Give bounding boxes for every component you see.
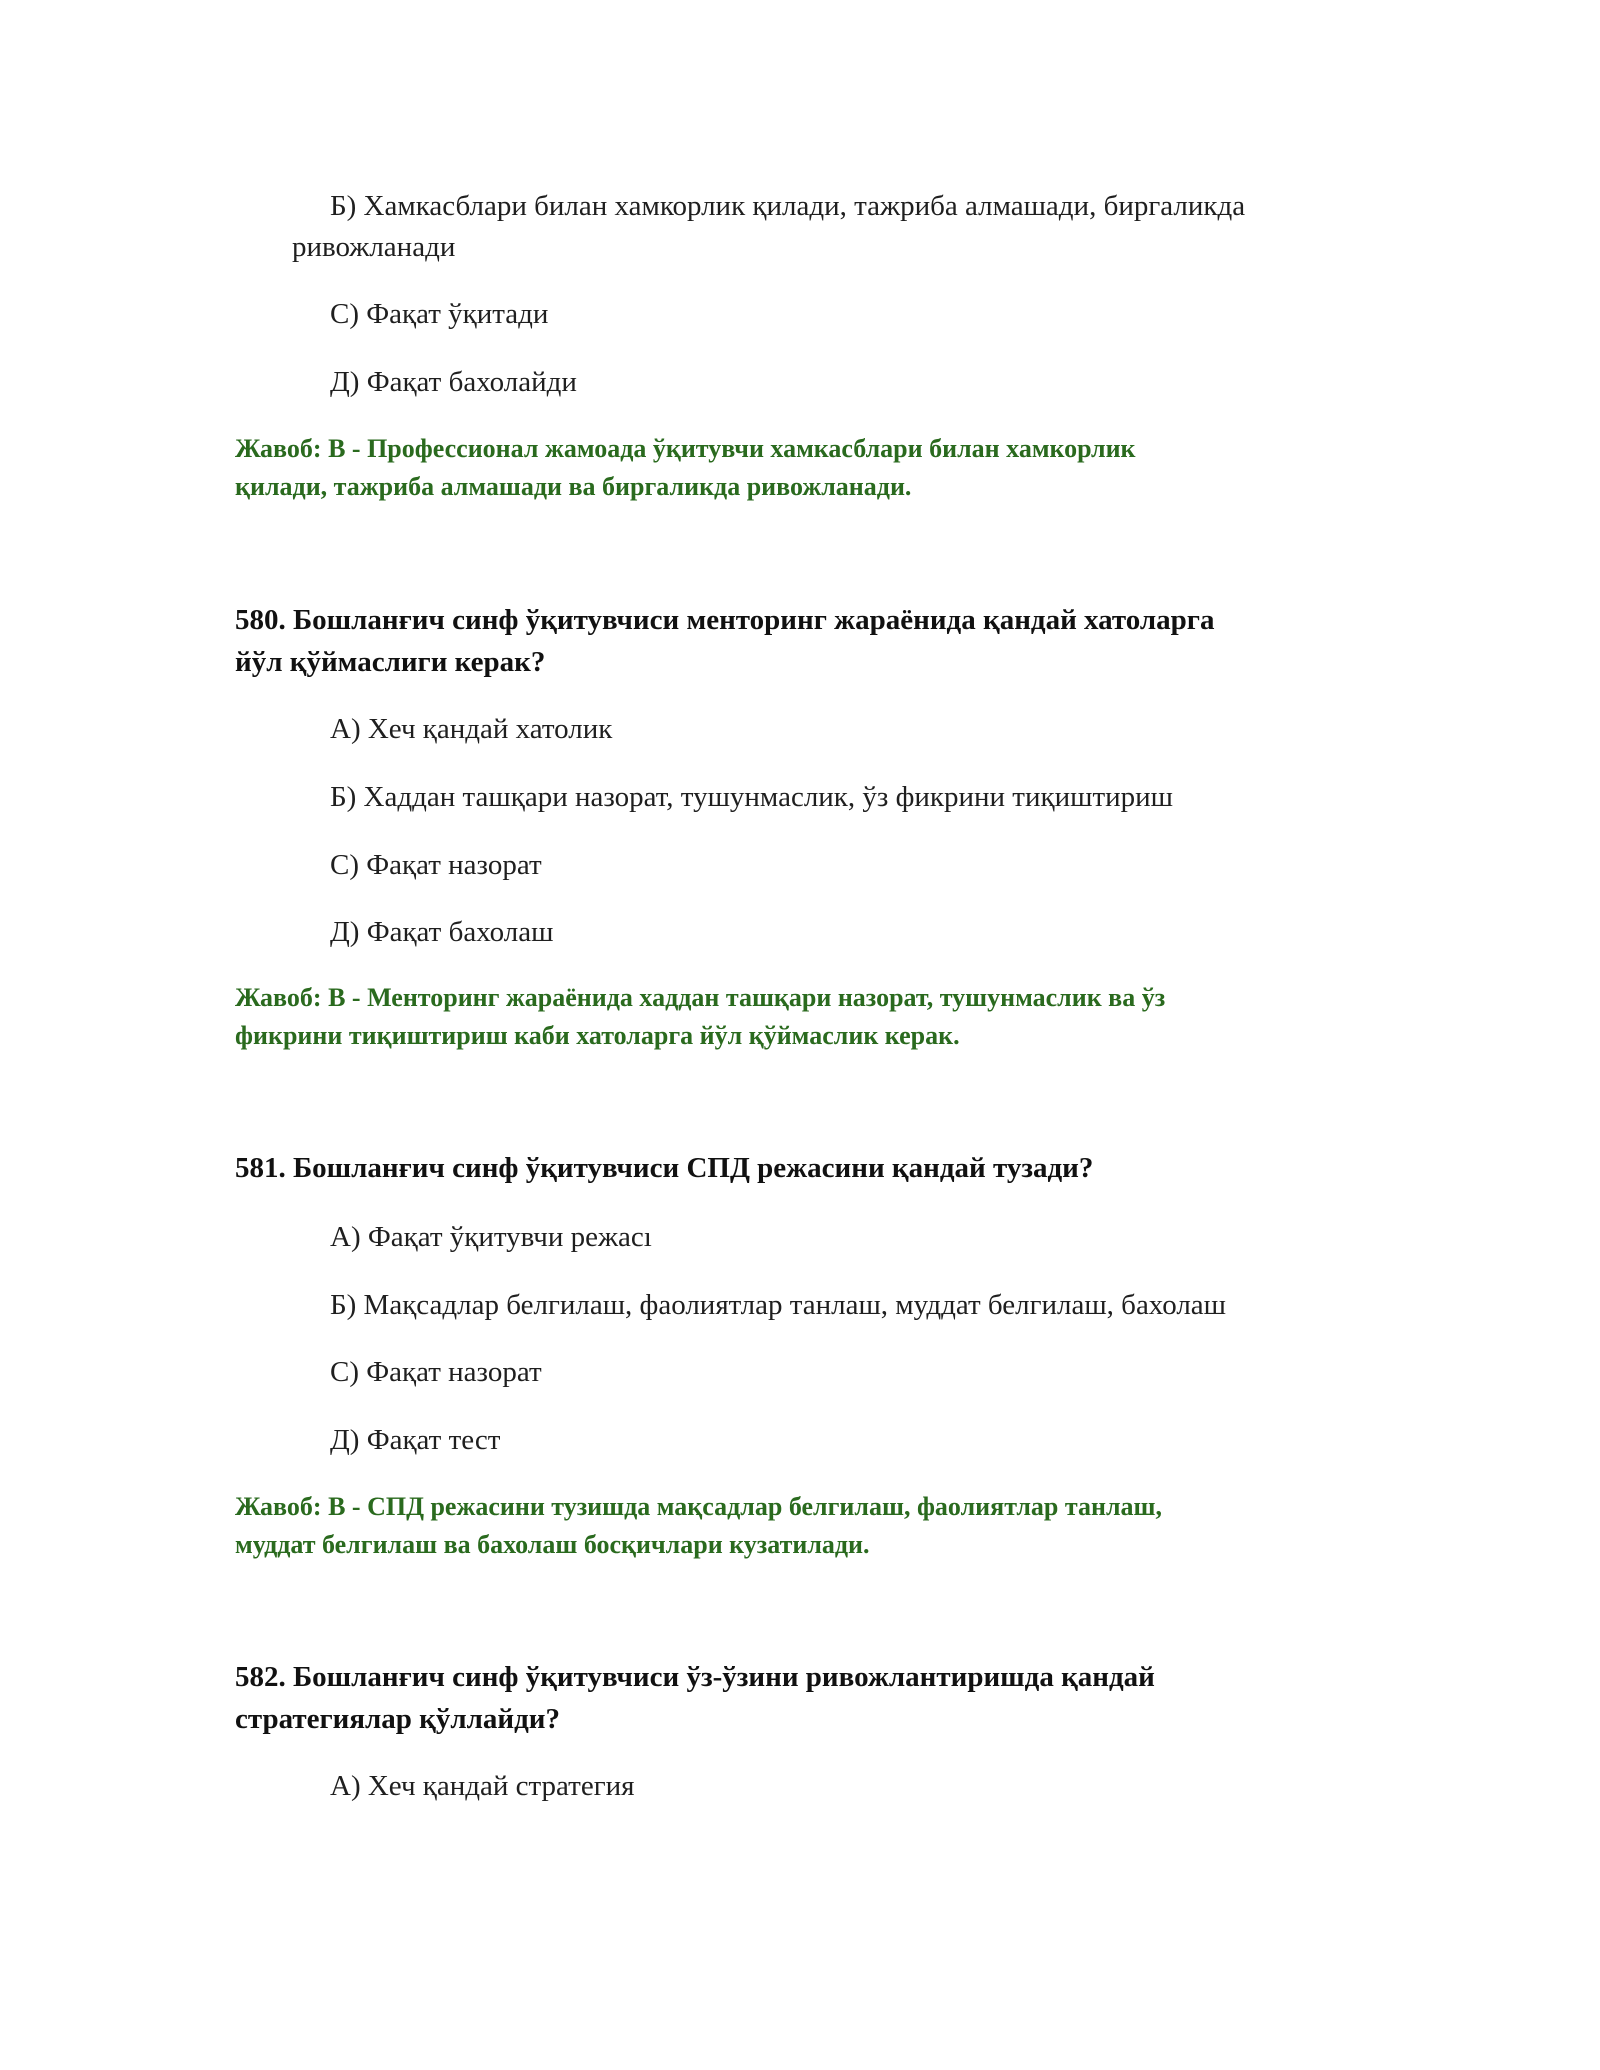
question-581-answer-line2: муддат белгилаш ва бахолаш босқичлари кузатилади.: [235, 1530, 870, 1559]
question-581-answer-line1: Жавоб: B - СПД режасини тузишда мақсадлар белгилаш, фаолиятлар танлаш,: [235, 1492, 1162, 1521]
question-580-option-c: С) Фақат назорат: [330, 849, 542, 881]
question-580-answer-line1: Жавоб: B - Менторинг жараёнида хаддан ташқари назорат, тушунмаслик ва ўз: [235, 983, 1166, 1012]
question-581-option-b: Б) Мақсадлар белгилаш, фаолиятлар танлаш, муддат белгилаш, бахолаш: [330, 1289, 1226, 1321]
prev-option-b-line1: Б) Хамкасблари билан хамкорлик қилади, тажриба алмашади, биргаликда: [330, 190, 1246, 222]
question-582-option-a: А) Хеч қандай стратегия: [330, 1770, 635, 1802]
question-581-option-a: А) Фақат ўқитувчи режасı: [330, 1221, 652, 1253]
question-581-option-c: С) Фақат назорат: [330, 1356, 542, 1388]
question-580-option-a: А) Хеч қандай хатолик: [330, 713, 613, 745]
prev-answer-line1: Жавоб: B - Профессионал жамоада ўқитувчи хамкасблари билан хамкорлик: [235, 434, 1136, 463]
prev-option-d: Д) Фақат бахолайди: [330, 366, 577, 398]
question-580-option-d: Д) Фақат бахолаш: [330, 916, 554, 948]
question-580-title-line2: йўл қўймаслиги керак?: [235, 646, 546, 678]
question-581-title-line1: 581. Бошланғич синф ўқитувчиси СПД режасини қандай тузади?: [235, 1152, 1094, 1184]
question-581-option-d: Д) Фақат тест: [330, 1424, 501, 1456]
prev-answer-line2: қилади, тажриба алмашади ва биргаликда ривожланади.: [235, 472, 912, 501]
question-580-title-line1: 580. Бошланғич синф ўқитувчиси менторинг жараёнида қандай хатоларга: [235, 604, 1215, 636]
question-582-title-line1: 582. Бошланғич синф ўқитувчиси ўз-ўзини ривожлантиришда қандай: [235, 1661, 1155, 1693]
question-580-answer-line2: фикрини тиқиштириш каби хатоларга йўл қўймаслик керак.: [235, 1021, 960, 1050]
prev-option-c: С) Фақат ўқитади: [330, 298, 549, 330]
question-580-option-b: Б) Хаддан ташқари назорат, тушунмаслик, ўз фикрини тиқиштириш: [330, 781, 1173, 813]
prev-option-b-line2: ривожланади: [292, 231, 456, 263]
question-582-title-line2: стратегиялар қўллайди?: [235, 1703, 561, 1735]
